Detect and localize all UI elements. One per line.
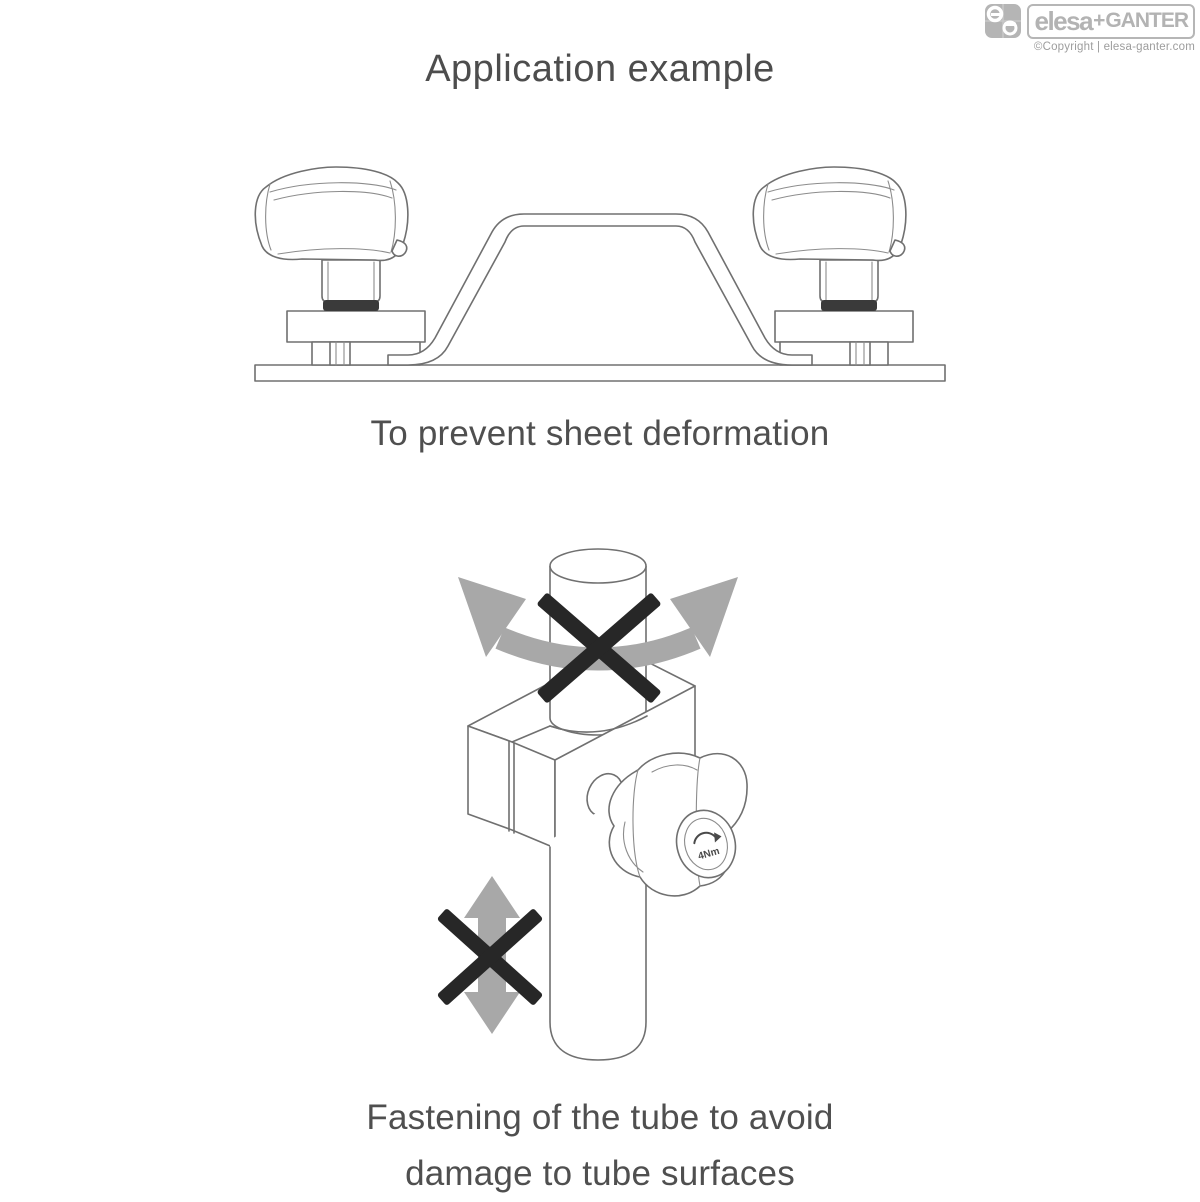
torque-label: 4Nm <box>696 845 721 863</box>
page-title: Application example <box>425 48 775 90</box>
brand-wordmark-elesa: elesa <box>1034 6 1093 36</box>
caption-tube-clamping-line2: damage to tube surfaces <box>405 1154 795 1193</box>
elesa-ganter-logo-icon <box>984 3 1022 39</box>
caption-sheet-clamping: To prevent sheet deformation <box>370 414 830 453</box>
brand-wordmark-ganter: GANTER <box>1105 9 1188 32</box>
brand-copyright: ©Copyright | elesa-ganter.com <box>1033 41 1195 53</box>
figure-tube-clamping <box>400 520 820 1090</box>
brand-logo <box>975 3 1195 53</box>
caption-tube-clamping <box>0 1090 1200 1202</box>
caption-tube-clamping-line1: Fastening of the tube to avoid <box>366 1098 834 1137</box>
left-knob <box>255 167 408 311</box>
base-plate <box>255 365 945 381</box>
formed-sheet <box>388 214 812 365</box>
brand-wordmark-plus: + <box>1093 9 1106 32</box>
right-knob <box>753 167 906 311</box>
clamping-knob <box>609 753 747 896</box>
brand-row <box>984 3 1195 39</box>
figure-sheet-clamping <box>240 150 960 400</box>
brand-wordmark <box>1027 4 1195 39</box>
